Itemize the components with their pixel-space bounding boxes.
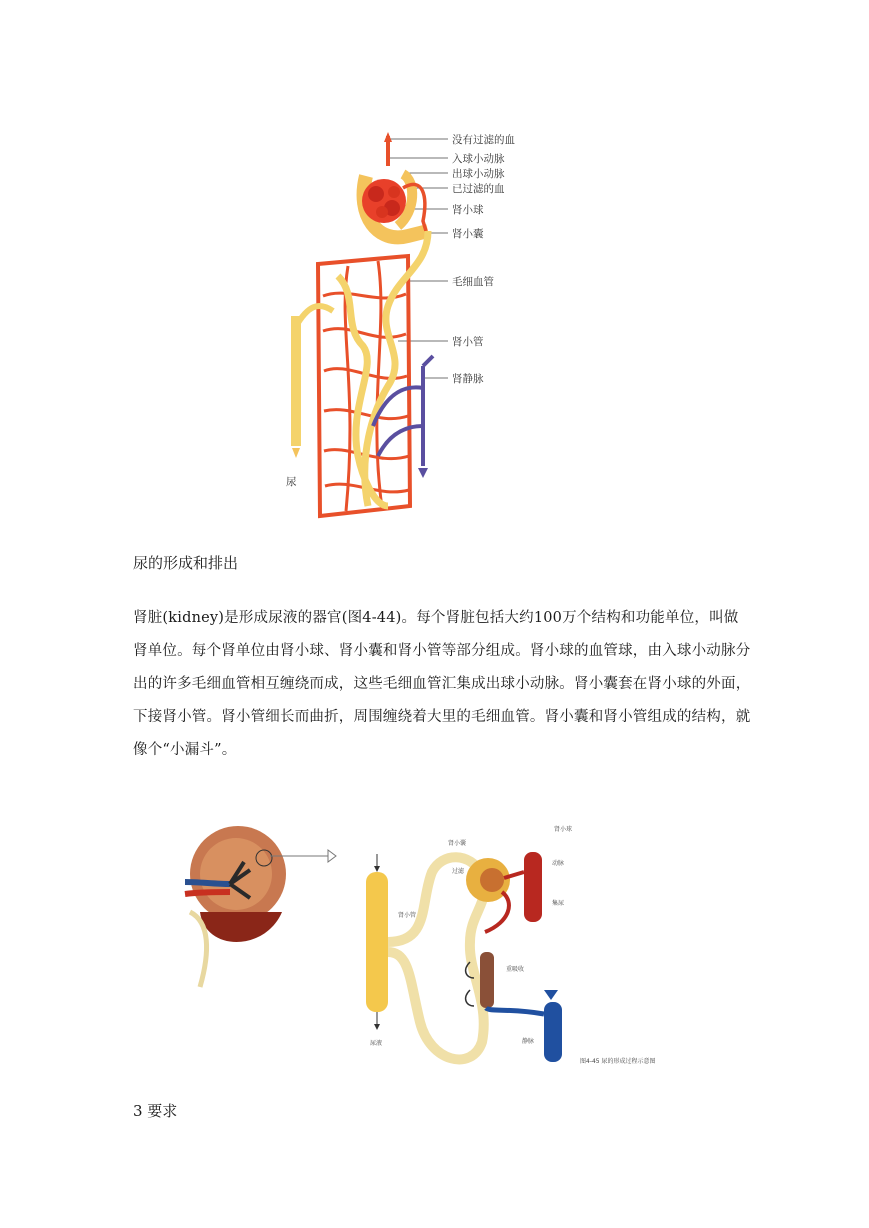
label-tubule: 肾小管 [452,336,484,348]
body-paragraph: 肾脏(kidney)是形成尿液的器官(图4-44)。每个肾脏包括大约100万个结构和功能单位，叫做肾单位。每个肾单位由肾小球、肾小囊和肾小管等部分组成。肾小球的血管球，由入球小动脉分出的许多毛细血管相互缠绕而成，这些毛细血管汇集成出球小动脉。肾小囊套在肾小球的外面，下接肾小管。肾小管细长而曲折，周围缠绕着大里的毛细血管。肾小囊和肾小管组成的结构，就像个“小漏斗”。 [133,610,751,758]
label-tubule-2: 肾小管 [398,912,417,919]
label-capsule: 肾小囊 [452,228,484,240]
section-heading: 尿的形成和排出 [133,554,239,572]
label-artery: 动脉 [552,860,565,867]
label-glomerulus-2: 肾小球 [554,826,573,833]
label-collect: 集尿 [552,900,565,907]
label-reabsorb: 重吸收 [506,966,525,973]
figure-caption: 图4-45 尿的形成过程示意图 [580,1058,656,1065]
urine-formation-figure [170,812,690,1074]
label-urine: 尿 [286,476,297,488]
label-urine-2: 尿液 [370,1040,383,1047]
nephron-figure [278,126,558,526]
label-capillaries: 毛细血管 [452,276,494,288]
label-afferent-arteriole: 入球小动脉 [452,153,505,165]
nephron-illustration [278,126,558,526]
section-title: 3 要求 [133,1102,178,1120]
label-filtered-blood: 已过滤的血 [452,183,505,195]
urine-formation-illustration [170,812,690,1074]
label-capsule-2: 肾小囊 [448,840,467,847]
label-efferent-arteriole: 出球小动脉 [452,168,505,180]
label-filter: 过滤 [452,868,465,875]
label-glomerulus: 肾小球 [452,204,484,216]
label-unfiltered-blood: 没有过滤的血 [452,134,515,146]
label-renal-vein: 肾静脉 [452,373,484,385]
label-vein: 静脉 [522,1038,535,1045]
